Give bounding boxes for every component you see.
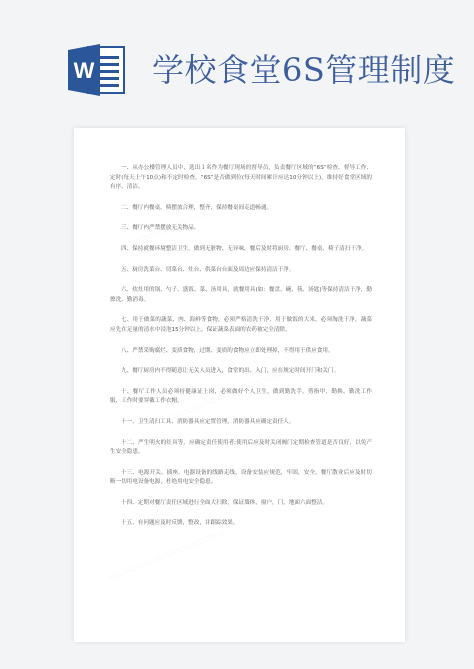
paragraph-11: 十一、卫生清扫工具、消防器具应定置管理，消防器具应确定责任人。 bbox=[121, 418, 295, 425]
document-body bbox=[110, 164, 372, 540]
word-icon-letter: W bbox=[73, 58, 95, 83]
paragraph-15: 十五、有问题应及时反馈，整改，并跟踪效果。 bbox=[121, 520, 239, 527]
paragraph-2: 二、餐厅内餐桌、椅摆放合理，整齐，保持餐桌间走道畅通。 bbox=[121, 204, 273, 211]
header-banner bbox=[0, 0, 474, 120]
paragraph-12: 十二、严生明火的灶具等，应确定责任使用者;使用后应及时关闭阀门定期检查管道是否良好，以免产生安全隐患。 bbox=[110, 439, 372, 456]
paragraph-7: 七、用于做菜的蔬菜、肉、海鲜等食物，必须严格清洗干净，用于做饭的大米，必须淘洗干净，蔬菜应先在足量的清水中浸泡15分钟以上，保证蔬菜表面的农药被完全清除。 bbox=[110, 317, 372, 333]
page-title: 学校食堂6S管理制度 bbox=[152, 51, 456, 89]
paragraph-5: 五、厨房洗菜台、切菜台、灶台、供菜台台面及周边应保持清洁干净。 bbox=[121, 266, 295, 273]
paragraph-9: 九、餐厅厨房内不得随意让无关人员进入，食堂的出、入门，应在规定时间开门和关门。 bbox=[121, 368, 340, 375]
paragraph-1: 一、从办公楼管理人员中，选出１名作为餐厅现场的督导员，负责餐厅区域的“6S”检查、督导工作、定时(每天上午10点)和不定时检查，“6S”是否做到位(每天时间累计应达10分钟以上)，维持好食堂区域的有序、清洁。 bbox=[110, 165, 372, 191]
word-document-icon bbox=[68, 44, 128, 96]
paragraph-3: 三、餐厅内严禁摆放无关物品。 bbox=[121, 225, 200, 232]
paragraph-10: 十、餐厅工作人员必须持健康证上岗，必须做好个人卫生，做到勤洗手，剪指甲，勤换、勤洗工作服，工作时要穿戴工作衣帽。 bbox=[110, 388, 372, 405]
paragraph-14: 十四、定期对餐厅责任区域进行全面大扫除，保证墙体，窗户，门，地面六面整洁。 bbox=[121, 499, 328, 506]
paragraph-6: 六、炊灶用的锅、勺子、盛饭、菜、汤用具，就餐用具(如：餐盘、碗、筷、汤匙)等保持清洁干净，勤擦洗、勤消毒。 bbox=[110, 287, 372, 303]
document-page bbox=[74, 128, 405, 642]
paragraph-8: 八、严禁采购腐烂、变质食物，过期、变质的食物应立即处理掉，不得用于供应食用。 bbox=[121, 347, 334, 354]
paragraph-4: 四、保持就餐环境整洁卫生，做到无脏物、无异味，餐后及时将厨房、餐厅、餐桌、椅子清扫干净。 bbox=[121, 245, 368, 252]
paragraph-13: 十三、电源开关、插座、电器设备的线路走线，设备安装应规范，牢固，安全。餐厅散业后应及时切断一切用电设备电源，杜绝用电安全隐患。 bbox=[110, 469, 372, 486]
